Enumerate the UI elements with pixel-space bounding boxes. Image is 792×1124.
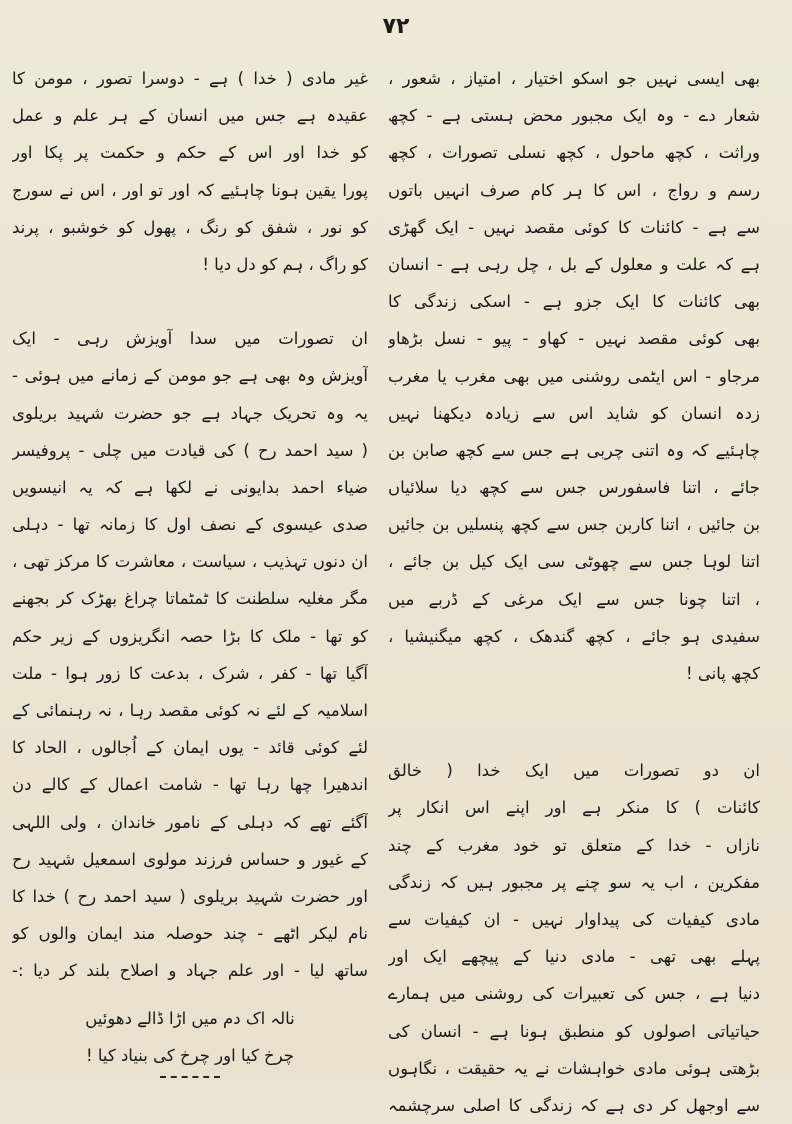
text-line: حیاتیاتی اصولوں کو منطبق ہونا ہے - انسان کی xyxy=(388,1021,760,1041)
text-line: مفکرین ، اب یہ سو چنے پر مجبور ہیں کہ زندگی xyxy=(388,872,760,892)
text-line: آویزش وہ بھی ہے جو مومن کے زمانے میں ہوئی - xyxy=(12,366,368,386)
text-line: مرجاو - اس ایٹمی روشنی میں بھی مغرب یا مغرب xyxy=(388,366,760,386)
verse-line: چرخ کیا اور چرخ کی بنیاد کیا ! xyxy=(85,1045,294,1065)
text-line: کچھ پانی ! xyxy=(685,664,760,683)
text-line: ساتھ لیا - اور علم جہاد و اصلاح بلند کر دیا :- xyxy=(12,961,368,981)
text-line: جائے ، اتنا فاسفورس جس سے کچھ دیا سلائیاں xyxy=(388,478,760,498)
text-line: لئے کوئی قائد - یوں ایمان کے اُجالوں ، الحاد کا xyxy=(12,738,368,758)
text-line: صدی عیسوی کے نصف اول کا زمانہ تھا - دہلی xyxy=(12,515,368,535)
text-line: آگیا تھا - کفر ، شرک ، بدعت کا زور ہوا - ملت xyxy=(12,663,368,683)
text-line: شعار دے - وہ ایک مجبور محض ہستی ہے - کچھ xyxy=(388,106,760,126)
text-line: عقیدہ ہے جس میں انسان کے ہر علم و عمل xyxy=(12,106,368,126)
verse-line: نالہ اک دم میں اڑا ڈالے دھوئیں xyxy=(85,1008,295,1028)
text-line: ان تصورات میں سدا آویزش رہی - ایک xyxy=(12,329,368,349)
text-line: سفیدی ہو جائے ، کچھ گندھک ، کچھ میگنیشیا ، xyxy=(388,626,760,646)
text-line: پہلے بھی تھی - مادی دنیا کے پیچھے ایک اور xyxy=(388,947,760,967)
paragraph-gap xyxy=(12,283,368,320)
text-line: سے ہے - کائنات کا کوئی مقصد نہیں - ایک گھڑی xyxy=(388,217,760,237)
text-line: اتنا لوہا جس سے چھوٹی سی ایک کیل بن جائے ، xyxy=(388,552,760,572)
text-line: کو راگ ، ہم کو دل دیا ! xyxy=(202,254,368,274)
text-line: پورا یقین ہونا چاہئیے کہ اور تو اور ، اس نے سورج xyxy=(12,180,368,200)
text-line: ، اتنا چونا جس سے ایک مرغی کے ڈربے میں xyxy=(388,589,760,609)
text-line: رسم و رواج ، اس کا ہر کام صرف انہیں باتوں xyxy=(388,180,760,200)
text-line: کے غیور و حساس فرزند مولوی اسمعیل شہید رح xyxy=(12,849,368,869)
text-line: بن جائیں ، اتنا کاربن جس سے کچھ پنسلیں بن جائیں xyxy=(388,515,760,535)
text-line: وراثت ، کچھ ماحول ، کچھ نسلی تصورات ، کچھ xyxy=(388,143,760,163)
text-line: کائنات ) کا منکر ہے اور اپنے اس انکار پر xyxy=(388,798,760,818)
text-line: بھی کوئی مقصد نہیں - کھاو - پیو - نسل بڑھاو xyxy=(388,329,760,349)
text-line: بھی کائنات کا ایک جزو ہے - اسکی زندگی کا xyxy=(388,292,760,312)
closing-rule xyxy=(160,1076,220,1078)
text-line: ہے کہ علت و معلول کے بل ، چل رہی ہے - انسان xyxy=(388,254,760,274)
text-line: چاہئیے کہ وہ اتنی چربی ہے جس سے کچھ صابن بن xyxy=(388,440,760,460)
paragraph-gap xyxy=(388,692,760,752)
text-line: دنیا ہے ، جس کی تعبیرات کی روشنی میں ہمارے xyxy=(388,984,760,1004)
text-line: بڑھتی ہوئی مادی خواہشات نے یہ حقیقت ، نگاہوں xyxy=(388,1058,760,1078)
text-line: ان دنوں تہذیب ، سیاست ، معاشرت کا مرکز تھی ، xyxy=(12,552,368,572)
text-line: اور حضرت شہید بریلوی ( سید احمد رح ) خدا کا xyxy=(12,886,368,906)
text-line: اندھیرا چھا رہا تھا - شامت اعمال کے کالے دن xyxy=(12,775,368,795)
text-line: نام لیکر اٹھے - چند حوصلہ مند ایمان والوں کو xyxy=(12,924,368,944)
right-column xyxy=(388,60,760,1124)
text-line: اسلامیہ کے لئے نہ کوئی مقصد رہا ، نہ رہنمائی کے xyxy=(12,701,368,720)
text-line: یہ وہ تحریک جہاد ہے جو حضرت شہید بریلوی xyxy=(12,403,368,423)
text-line: مگر مغلیہ سلطنت کا ٹمٹماتا چراغ بھڑک کر بجھنے xyxy=(12,589,368,609)
text-line: کو خدا اور اس کے حکم و حکمت پر پکا اور xyxy=(12,143,368,163)
text-line: ان دو تصورات میں ایک خدا ( خالق xyxy=(388,761,760,781)
text-line: زدہ انسان کو شاید اس سے زیادہ دیکھنا نہیں xyxy=(388,403,760,423)
text-line: نازاں - خدا کے متعلق تو خود مغرب کے چند xyxy=(388,835,760,855)
text-line: غیر مادی ( خدا ) ہے - دوسرا تصور ، مومن کا xyxy=(12,69,368,88)
text-line: کو تھا - ملک کا بڑا حصہ انگریزوں کے زیر حکم xyxy=(12,626,368,646)
verse-gap xyxy=(12,990,368,1000)
text-line: مادی کیفیات کی پیداوار نہیں - ان کیفیات سے xyxy=(388,909,760,929)
left-column xyxy=(12,60,368,1078)
text-line: سے اوجھل کر دی ہے کہ زندگی کا اصلی سرچشمہ xyxy=(388,1095,760,1115)
text-line: بھی ایسی نہیں جو اسکو اختیار ، امتیاز ، شعور ، xyxy=(388,69,760,88)
text-line: ضیاء احمد بدایونی نے لکھا ہے کہ یہ انیسویں xyxy=(12,477,368,497)
text-line: ( سید احمد رح ) کی قیادت میں چلی - پروفیسر xyxy=(12,440,368,460)
page-number: ۷۲ xyxy=(382,14,410,39)
text-line: کو نور ، شفق کو رنگ ، پھول کو خوشبو ، پرند xyxy=(12,217,368,237)
text-line: آگئے تھے کہ دہلی کے نامور خاندان ، ولی اللہی xyxy=(12,812,368,832)
